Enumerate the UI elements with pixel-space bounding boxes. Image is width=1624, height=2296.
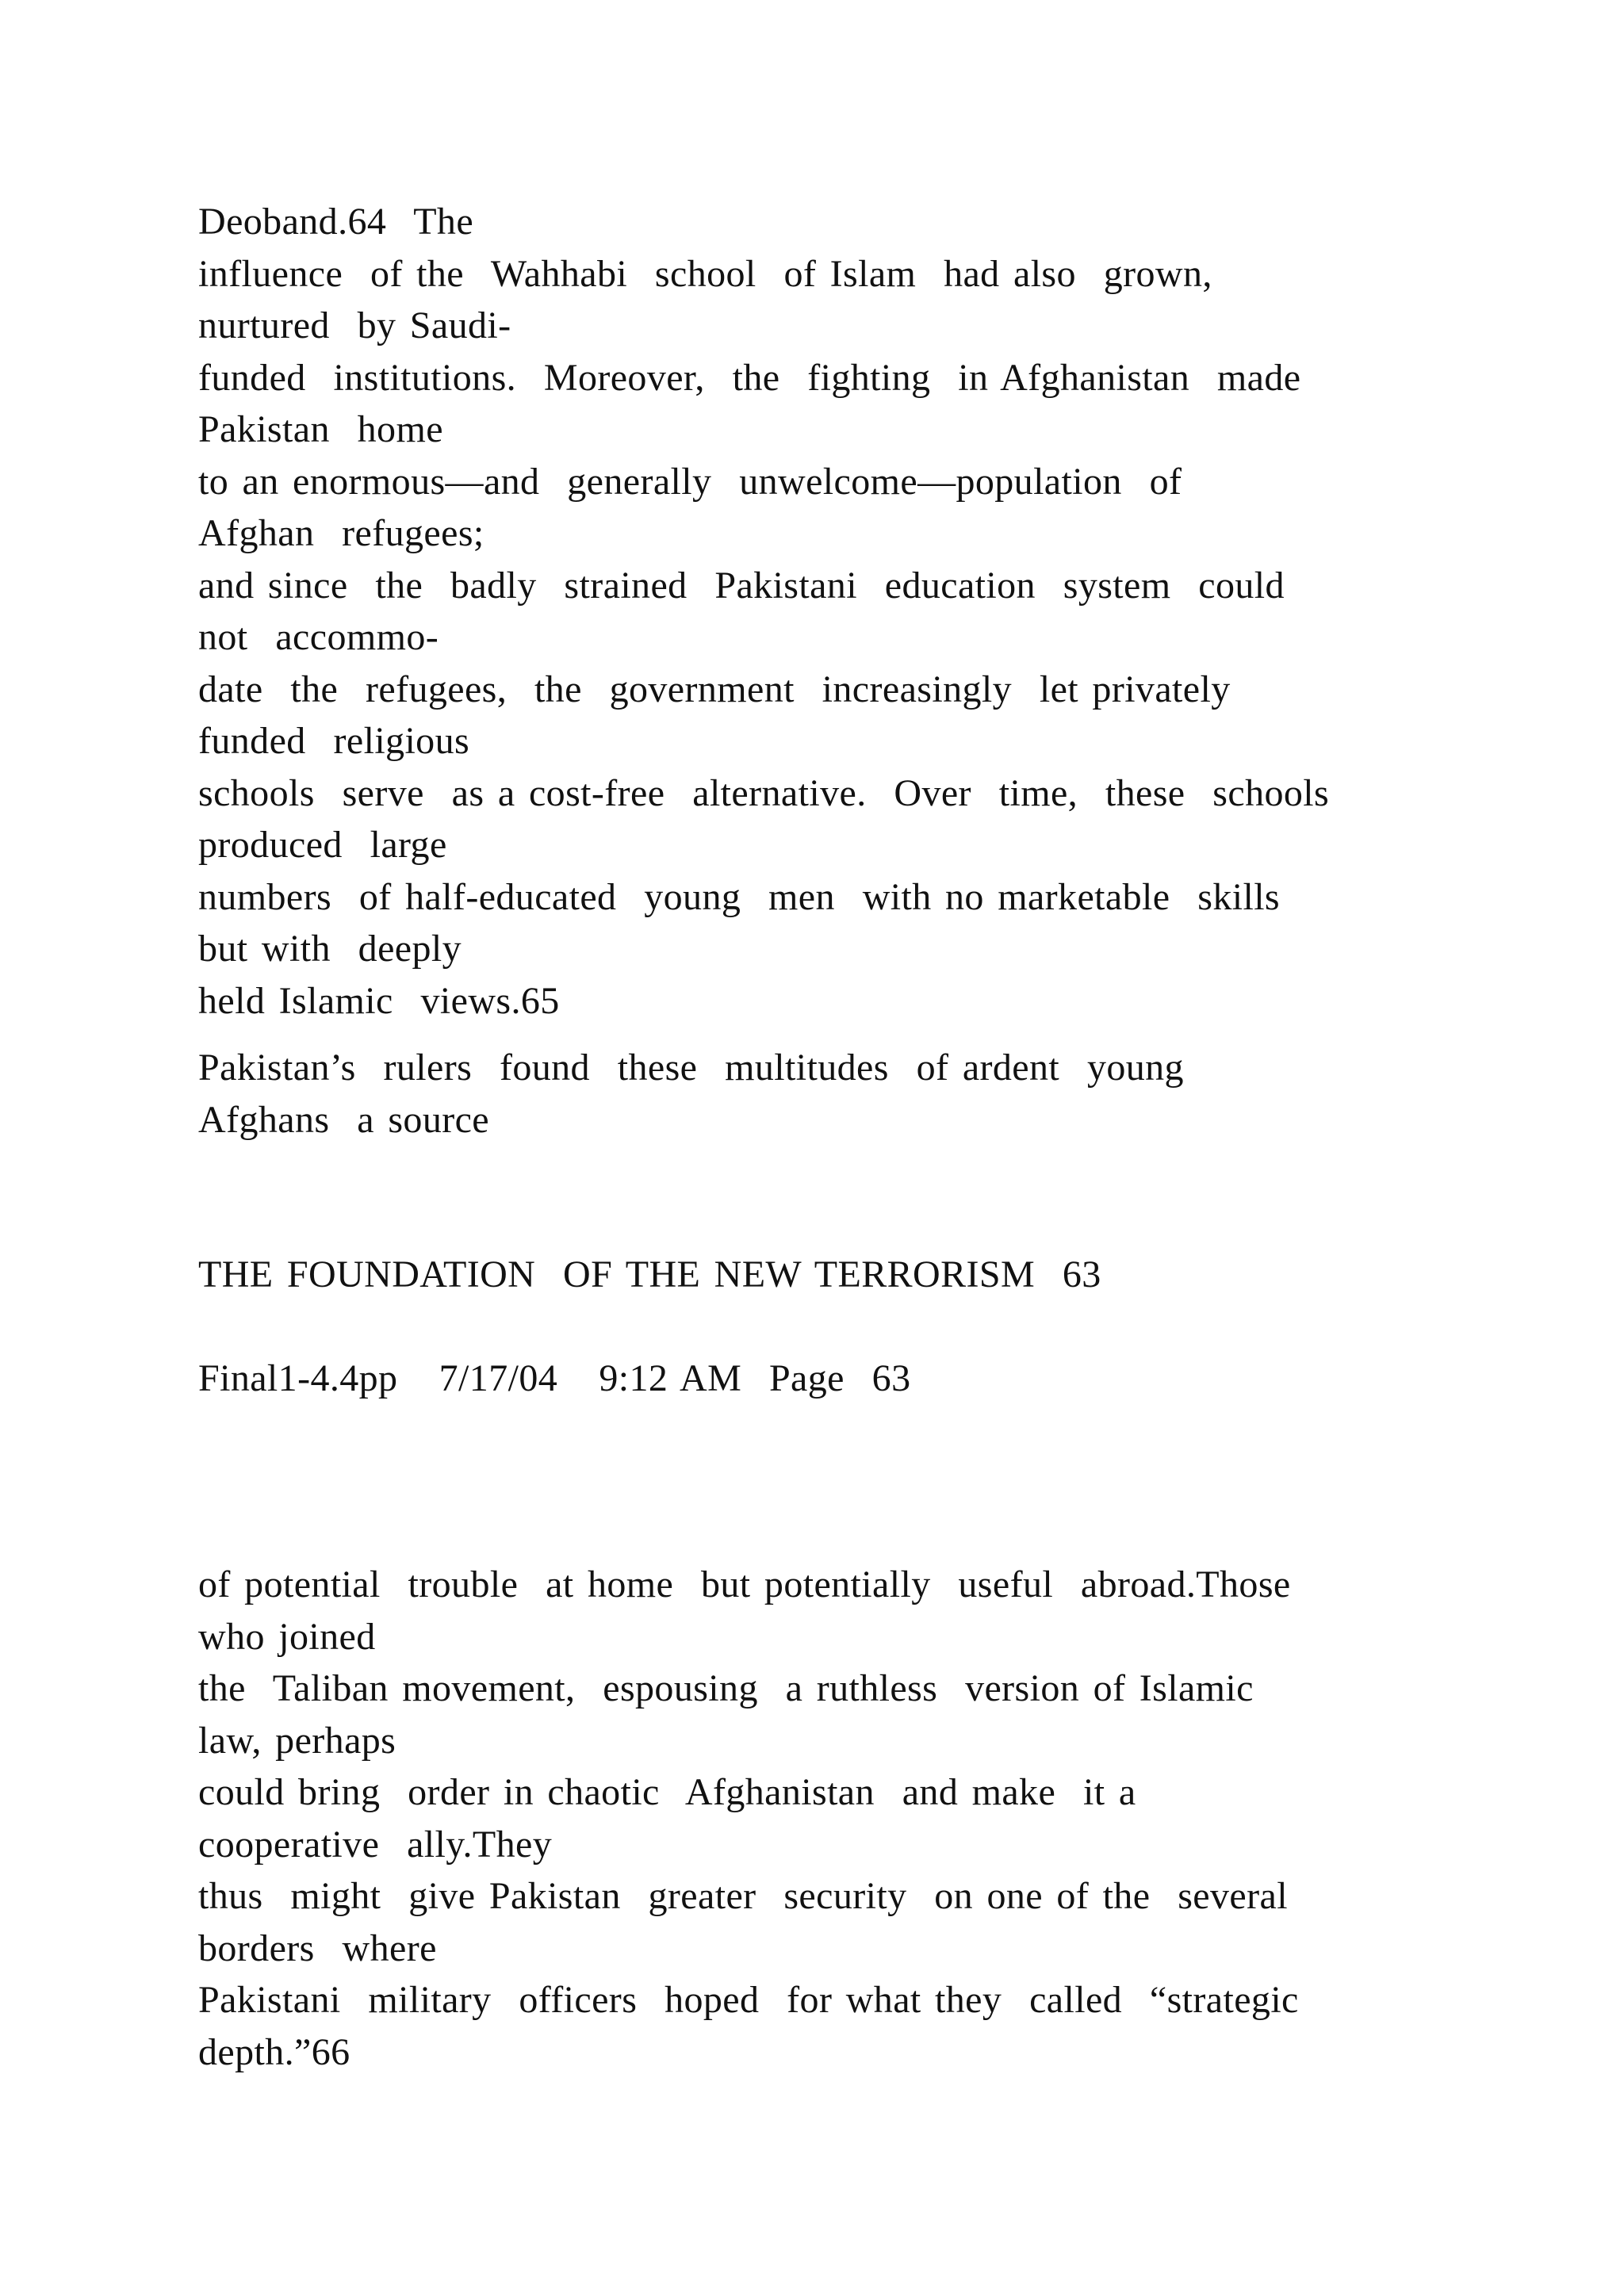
text-line: nurtured by Saudi-	[198, 304, 511, 346]
print-slug	[198, 1353, 1546, 1405]
text-line: produced large	[198, 824, 447, 866]
text-line: funded institutions. Moreover, the fighting in Afghanistan made	[198, 356, 1301, 399]
paragraph-potential-trouble	[198, 1559, 1546, 2078]
text-line: date the refugees, the government increasingly let privately	[198, 668, 1231, 710]
text-line: thus might give Pakistan greater security on one of the several	[198, 1875, 1288, 1917]
text-line: Pakistani military officers hoped for what they called “strategic	[198, 1979, 1299, 2021]
text-line: held Islamic views.65	[198, 979, 560, 1022]
text-line: Pakistan home	[198, 408, 443, 450]
running-footer-text: THE FOUNDATION OF THE NEW TERRORISM 63	[198, 1253, 1101, 1295]
text-line: law, perhaps	[198, 1719, 396, 1762]
text-line: schools serve as a cost-free alternative. Over time, these schools	[198, 771, 1330, 814]
text-line: but with deeply	[198, 928, 462, 970]
running-footer	[198, 1249, 1546, 1301]
text-line: of potential trouble at home but potentially useful abroad.Those	[198, 1563, 1291, 1605]
text-line: Pakistan’s rulers found these multitudes of ardent young	[198, 1047, 1184, 1089]
text-line: depth.”66	[198, 2030, 350, 2073]
text-line: Afghans a source	[198, 1098, 490, 1141]
text-line: influence of the Wahhabi school of Islam had also grown,	[198, 252, 1212, 295]
text-line: and since the badly strained Pakistani education system could	[198, 564, 1285, 607]
text-line: Deoband.64 The	[198, 201, 474, 243]
print-slug-text: Final1-4.4pp 7/17/04 9:12 AM Page 63	[198, 1357, 911, 1399]
text-line: the Taliban movement, espousing a ruthless version of Islamic	[198, 1667, 1254, 1709]
text-line: borders where	[198, 1927, 437, 1969]
text-line: could bring order in chaotic Afghanistan and make it a	[198, 1771, 1136, 1813]
paragraph-deoband	[198, 196, 1546, 1027]
text-line: Afghan refugees;	[198, 512, 485, 554]
text-line: not accommo-	[198, 616, 439, 658]
paragraph-pakistan-rulers	[198, 1042, 1546, 1146]
text-line: numbers of half-educated young men with no marketable skills	[198, 875, 1281, 918]
text-line: to an enormous—and generally unwelcome—population of	[198, 460, 1182, 503]
text-line: funded religious	[198, 720, 470, 762]
text-line: who joined	[198, 1615, 376, 1658]
text-line: cooperative ally.They	[198, 1823, 553, 1866]
